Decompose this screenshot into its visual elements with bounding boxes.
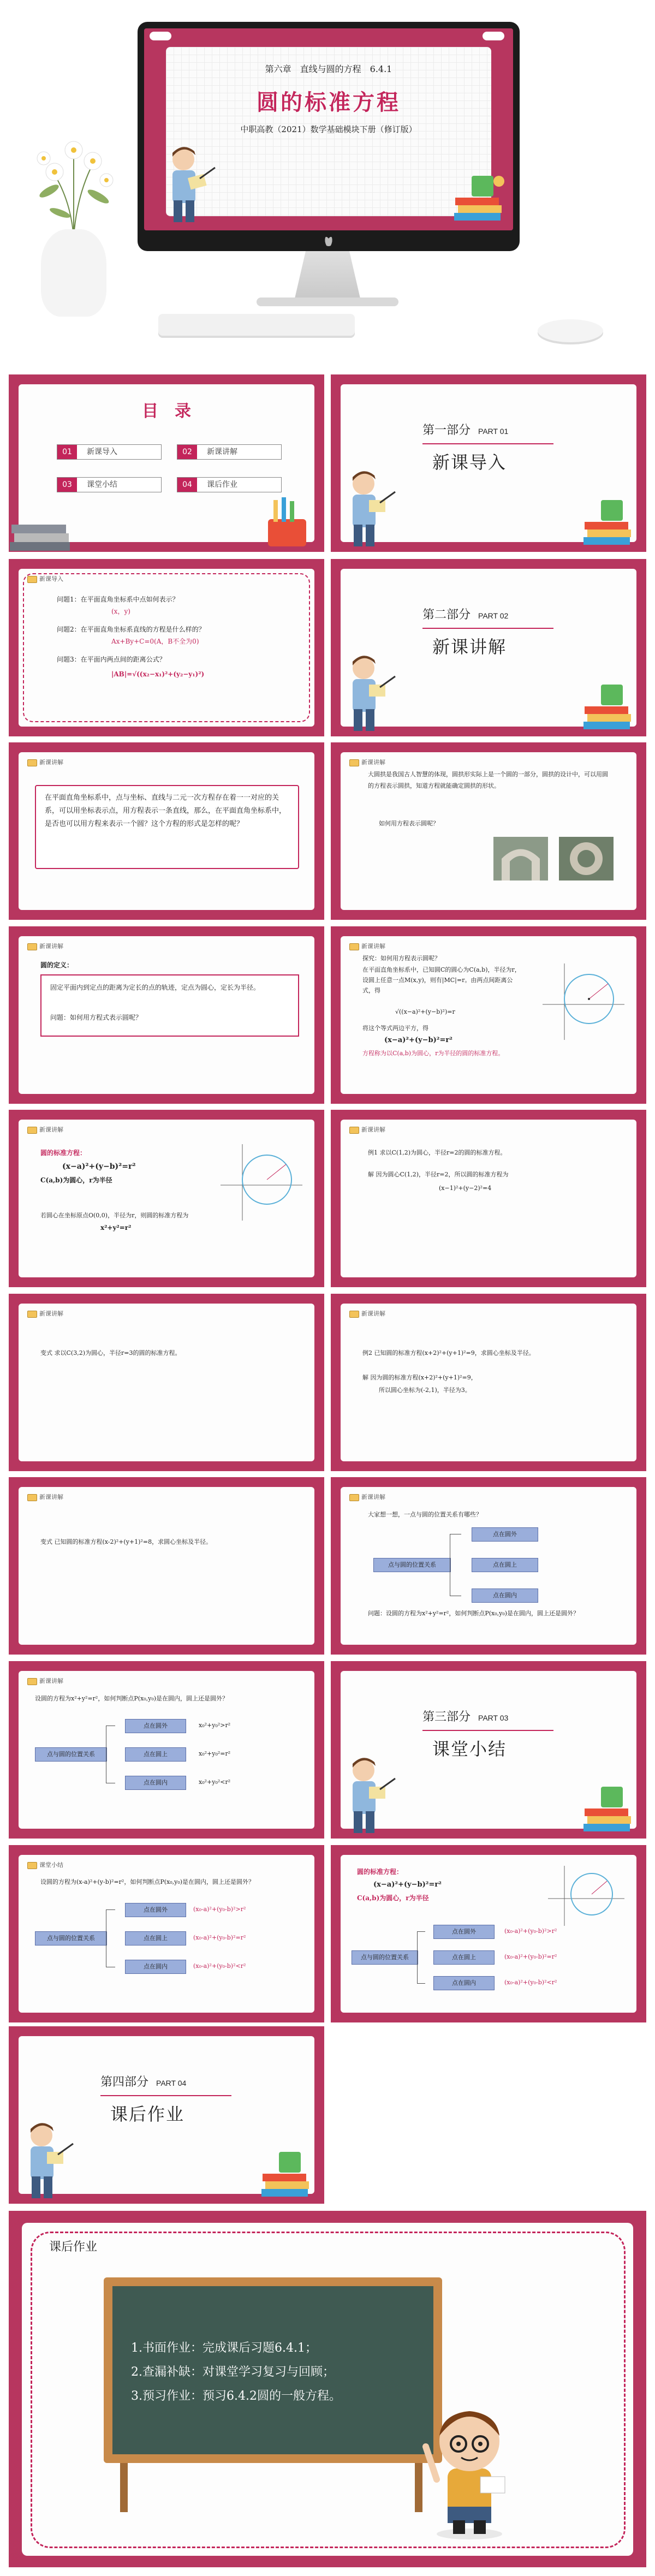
part-03-label bbox=[422, 1709, 508, 1726]
lesson-4-text3: 方程称为以C(a,b)为圆心，r为半径的圆的标准方程。 bbox=[362, 1050, 504, 1057]
part-02-label bbox=[422, 607, 508, 624]
toc-num-1: 01 bbox=[57, 445, 77, 459]
lesson-4-header bbox=[349, 942, 385, 950]
condition-inside: (x₀-a)²+(y₀-b)²<r² bbox=[193, 1962, 246, 1970]
part-02-divider bbox=[422, 628, 553, 629]
slide-lesson-1 bbox=[9, 742, 324, 920]
part-03-en: PART 03 bbox=[478, 1714, 509, 1722]
condition-inside: (x₀-a)²+(y₀-b)²<r² bbox=[504, 1979, 557, 1986]
definition-text: 固定平面内到定点的距离为定长的点的轨迹，定点为圆心，定长为半径。 bbox=[50, 984, 260, 991]
toc-label-3: 课堂小结 bbox=[87, 480, 117, 489]
lesson-3-header bbox=[27, 942, 63, 950]
intro-header bbox=[27, 574, 63, 583]
summary-eq-center: C(a,b)为圆心，r为半径 bbox=[357, 1894, 429, 1902]
option-outside: 点在圆外 bbox=[433, 1925, 495, 1939]
slide-part-03 bbox=[331, 1661, 646, 1839]
part-04-title: 课后作业 bbox=[110, 2104, 185, 2125]
slide-part-02 bbox=[331, 559, 646, 736]
lesson-2-text: 大圆拱是我国古人智慧的体现，圆拱形实际上是一个圆的一部分，圆拱的设计中，可以用圆的方程表示圆拱，知道方程就能确定圆拱的形状。 bbox=[368, 771, 608, 789]
lesson-4-card bbox=[341, 936, 636, 1094]
slide-toc bbox=[9, 374, 324, 552]
book-icon bbox=[27, 943, 37, 950]
part-02-cn: 第二部分 bbox=[422, 608, 471, 622]
mouse bbox=[538, 319, 603, 342]
position-bracket bbox=[106, 1726, 115, 1783]
book-icon bbox=[349, 1494, 359, 1501]
teacher-illustration-icon bbox=[336, 1754, 396, 1836]
condition-outside: x₀²+y₀²>r² bbox=[199, 1722, 231, 1729]
intro-a1: (x，y) bbox=[111, 608, 130, 615]
part-04-en: PART 04 bbox=[156, 2079, 187, 2087]
books-stack-icon bbox=[9, 497, 74, 552]
position-2-card bbox=[19, 1671, 314, 1829]
homework-header-label: 课后作业 bbox=[49, 2240, 98, 2254]
position-label-box: 点与圆的位置关系 bbox=[373, 1558, 451, 1572]
part-04-label bbox=[100, 2074, 186, 2091]
toc-num-2: 02 bbox=[177, 445, 197, 459]
condition-on: (x₀-a)²+(y₀-b)²=r² bbox=[504, 1953, 557, 1960]
part-03-divider bbox=[422, 1730, 553, 1731]
lesson-1-card bbox=[19, 752, 314, 910]
arch-photo-1 bbox=[493, 837, 548, 881]
origin-case-eq: x²+y²=r² bbox=[100, 1224, 132, 1232]
lesson-3-header-label: 新课讲解 bbox=[39, 943, 63, 950]
slide-example-1 bbox=[331, 1110, 646, 1287]
variant-2-card bbox=[19, 1487, 314, 1645]
variant-1-card bbox=[19, 1304, 314, 1461]
lesson-1-header bbox=[27, 758, 63, 766]
lesson-1-header-label: 新课讲解 bbox=[39, 759, 63, 766]
part-03-title: 课堂小结 bbox=[432, 1739, 507, 1759]
lesson-4-eq2: (x−a)²+(y−b)²=r² bbox=[384, 1036, 452, 1044]
book-icon bbox=[349, 943, 359, 950]
part-03-cn: 第三部分 bbox=[422, 1710, 471, 1724]
summary-1-card bbox=[19, 1855, 314, 2013]
book-icon bbox=[27, 759, 37, 766]
part-01-en: PART 01 bbox=[478, 427, 509, 436]
condition-inside: x₀²+y₀²<r² bbox=[199, 1778, 231, 1786]
example-1-answer: 解 因为圆心C(1,2)，半径r=2，所以圆的标准方程为 bbox=[368, 1171, 509, 1178]
slide-summary-2 bbox=[331, 1845, 646, 2022]
example-1-header bbox=[349, 1125, 385, 1134]
toc-label-2: 新课讲解 bbox=[207, 448, 237, 456]
homework-header bbox=[49, 2239, 97, 2256]
circle-diagram bbox=[221, 1144, 302, 1221]
toc-num-4: 04 bbox=[177, 478, 197, 492]
book-icon bbox=[349, 1127, 359, 1134]
monitor-base bbox=[257, 298, 398, 306]
position-bracket bbox=[450, 1534, 461, 1596]
position-label-box: 点与圆的位置关系 bbox=[35, 1931, 107, 1946]
part-01-title: 新课导入 bbox=[432, 452, 507, 473]
circle-diagram bbox=[548, 1866, 624, 1926]
part-01-cn: 第一部分 bbox=[422, 424, 471, 437]
book-icon bbox=[349, 1311, 359, 1318]
slide-summary-1 bbox=[9, 1845, 324, 2022]
summary-2-card bbox=[341, 1855, 636, 2013]
option-on: 点在圆上 bbox=[433, 1950, 495, 1965]
example-1-header-label: 新课讲解 bbox=[361, 1126, 385, 1133]
slide-example-2 bbox=[331, 1294, 646, 1471]
variant-2-header bbox=[27, 1492, 63, 1501]
option-on: 点在圆上 bbox=[472, 1558, 538, 1572]
position-label-box: 点与圆的位置关系 bbox=[352, 1950, 418, 1965]
option-on: 点在圆上 bbox=[125, 1931, 186, 1946]
toc-title: 目 录 bbox=[142, 402, 191, 421]
part-01-divider bbox=[422, 443, 553, 444]
condition-on: (x₀-a)²+(y₀-b)²=r² bbox=[193, 1934, 246, 1941]
part-04-cn: 第四部分 bbox=[100, 2075, 149, 2089]
variant-1-header bbox=[27, 1309, 63, 1318]
chalkboard bbox=[112, 2286, 433, 2454]
cover-slide bbox=[144, 28, 513, 230]
slide-variant-1 bbox=[9, 1294, 324, 1471]
slide-homework bbox=[9, 2211, 646, 2567]
option-outside: 点在圆外 bbox=[125, 1903, 186, 1917]
example-2-answer-2: 所以圆心坐标为(-2,1)，半径为3。 bbox=[379, 1387, 471, 1394]
option-inside: 点在圆内 bbox=[433, 1976, 495, 1990]
option-inside: 点在圆内 bbox=[125, 1776, 186, 1790]
lesson-5-card bbox=[19, 1120, 314, 1277]
part-02-en: PART 02 bbox=[478, 611, 509, 620]
teacher-illustration-icon bbox=[156, 143, 216, 225]
intro-header-label: 新课导入 bbox=[39, 575, 63, 582]
position-1-card bbox=[341, 1487, 636, 1645]
example-1-card bbox=[341, 1120, 636, 1277]
option-on: 点在圆上 bbox=[125, 1747, 186, 1762]
position-2-header-label: 新课讲解 bbox=[39, 1677, 63, 1685]
toc-num-3: 03 bbox=[57, 478, 77, 492]
part-04-divider bbox=[100, 2095, 231, 2096]
monitor bbox=[138, 22, 520, 251]
keyboard bbox=[158, 314, 355, 336]
circle-definition-title: 圆的定义： bbox=[40, 961, 74, 969]
cover-chapter: 第六章 直线与圆的方程 6.4.1 bbox=[265, 64, 392, 74]
summary-eq-title: 圆的标准方程： bbox=[357, 1868, 403, 1876]
toc-label-1: 新课导入 bbox=[87, 448, 117, 456]
position-label-box: 点与圆的位置关系 bbox=[35, 1747, 107, 1762]
intro-card bbox=[19, 569, 314, 727]
stationery-icon bbox=[257, 495, 323, 549]
teacher-illustration-icon bbox=[14, 2119, 74, 2201]
part-01-label bbox=[422, 423, 508, 439]
lesson-4-header-label: 新课讲解 bbox=[361, 943, 385, 950]
summary-1-question: 设圆的方程为(x-a)²+(y-b)²=r²，如何判断点P(x₀,y₀)是在圆内，圆上还是圆外？ bbox=[40, 1878, 255, 1885]
condition-outside: (x₀-a)²+(y₀-b)²>r² bbox=[504, 1927, 557, 1935]
position-1-text: 大家想一想，一点与圆的位置关系有哪些？ bbox=[368, 1511, 482, 1518]
lesson-5-header bbox=[27, 1125, 63, 1134]
definition-question: 问题：如何用方程式表示圆呢？ bbox=[50, 1014, 142, 1021]
lesson-3-card bbox=[19, 936, 314, 1094]
books-icon bbox=[579, 1776, 639, 1836]
lesson-2-header bbox=[349, 758, 385, 766]
position-2-header bbox=[27, 1676, 63, 1685]
slide-position-1 bbox=[331, 1477, 646, 1655]
origin-case-text: 若圆心在坐标原点O(0,0)，半径为r，则圆的标准方程为 bbox=[40, 1212, 189, 1219]
toc-item-2[interactable] bbox=[177, 444, 282, 460]
lesson-2-question: 如何用方程表示圆呢？ bbox=[379, 820, 439, 827]
position-bracket bbox=[417, 1931, 425, 1984]
slide-lesson-2 bbox=[331, 742, 646, 920]
slide-part-04 bbox=[9, 2026, 324, 2204]
variant-1-header-label: 新课讲解 bbox=[39, 1310, 63, 1317]
book-icon bbox=[349, 759, 359, 766]
example-2-header bbox=[349, 1309, 385, 1318]
intro-a2: Ax+By+C=0(A，B不全为0) bbox=[111, 638, 199, 645]
monitor-stand bbox=[284, 251, 371, 300]
position-1-header bbox=[349, 1492, 385, 1501]
slide-position-2 bbox=[9, 1661, 324, 1839]
lesson-4-question: 探究：如何用方程表示圆呢？ bbox=[362, 955, 440, 962]
toc-label-4: 课后作业 bbox=[207, 480, 237, 489]
option-inside: 点在圆内 bbox=[125, 1960, 186, 1974]
books-icon bbox=[257, 2141, 317, 2201]
condition-outside: (x₀-a)²+(y₀-b)²>r² bbox=[193, 1906, 246, 1913]
example-2-card bbox=[341, 1304, 636, 1461]
toc-item-3[interactable] bbox=[57, 477, 162, 492]
example-2-answer: 解 因为圆的标准方程(x+2)²+(y+1)²=9， bbox=[362, 1374, 477, 1381]
lesson-1-box bbox=[35, 785, 299, 869]
chalkboard-frame bbox=[104, 2277, 442, 2463]
lesson-2-header-label: 新课讲解 bbox=[361, 759, 385, 766]
books-icon bbox=[579, 674, 639, 734]
standard-eq: (x−a)²+(y−b)²=r² bbox=[62, 1162, 136, 1171]
slide-part-01 bbox=[331, 374, 646, 552]
condition-on: x₀²+y₀²=r² bbox=[199, 1750, 231, 1757]
standard-eq-center: C(a,b)为圆心，r为半径 bbox=[40, 1176, 112, 1184]
books-icon bbox=[450, 165, 510, 225]
hero-section bbox=[0, 0, 655, 360]
slide-variant-2 bbox=[9, 1477, 324, 1655]
cover-subtitle: 中职高教（2021）数学基础模块下册（修订版） bbox=[240, 124, 417, 134]
position-1-question: 问题：设圆的方程为x²+y²=r²，如何判断点P(x₀,y₀)是在圆内，圆上还是圆外？ bbox=[368, 1610, 580, 1617]
student-character-icon bbox=[415, 2387, 524, 2545]
vase bbox=[41, 229, 106, 317]
option-outside: 点在圆外 bbox=[125, 1719, 186, 1733]
option-outside: 点在圆外 bbox=[472, 1527, 538, 1542]
book-icon bbox=[27, 576, 37, 583]
arch-photo-2 bbox=[559, 837, 614, 881]
book-icon bbox=[27, 1862, 37, 1869]
summary-1-header-label: 课堂小结 bbox=[39, 1861, 63, 1869]
standard-eq-title: 圆的标准方程： bbox=[40, 1149, 87, 1157]
lesson-4-text: 在平面直角坐标系中，已知圆C的圆心为C(a,b)，半径为r，设圆上任意一点M(x,y)，则有|MC|=r。由两点间距离公式，得 bbox=[362, 966, 521, 994]
teacher-illustration-icon bbox=[336, 467, 396, 549]
homework-item-1: 1.书面作业：完成课后习题6.4.1； bbox=[131, 2341, 317, 2355]
variant-2-header-label: 新课讲解 bbox=[39, 1494, 63, 1501]
book-icon bbox=[27, 1678, 37, 1685]
lesson-4-eq1: √((x−a)²+(y−b)²)=r bbox=[395, 1008, 455, 1015]
toc-item-4[interactable] bbox=[177, 477, 282, 492]
circle-diagram bbox=[543, 963, 624, 1040]
book-icon bbox=[27, 1127, 37, 1134]
book-icon bbox=[27, 1494, 37, 1501]
books-icon bbox=[579, 489, 639, 549]
position-1-header-label: 新课讲解 bbox=[361, 1494, 385, 1501]
lesson-1-text: 在平面直角坐标系中，点与坐标、直线与二元一次方程存在着一一对应的关系，可以用坐标表示点，用方程表示一条直线，那么，在平面直角坐标系中，是否也可以用方程来表示一个圆？这个方程的形式是怎样的呢？ bbox=[45, 794, 287, 828]
easel-leg-left bbox=[120, 2463, 128, 2512]
variant-2-text: 变式 已知圆的标准方程(x-2)²+(y+1)²=8，求圆心坐标及半径。 bbox=[40, 1538, 212, 1545]
part-02-title: 新课讲解 bbox=[432, 636, 507, 657]
intro-q2: 问题2：在平面直角坐标系直线的方程是什么样的？ bbox=[57, 626, 205, 633]
summary-1-header bbox=[27, 1860, 63, 1869]
example-2-header-label: 新课讲解 bbox=[361, 1310, 385, 1317]
intro-a3: |AB|=√((x₂−x₁)²+(y₂−y₁)²) bbox=[111, 670, 205, 678]
example-1-eq: (x−1)²+(y−2)²=4 bbox=[439, 1185, 492, 1192]
intro-q1: 问题1：在平面直角坐标系中点如何表示？ bbox=[57, 596, 179, 603]
homework-card bbox=[22, 2223, 633, 2556]
position-2-question: 设圆的方程为x²+y²=r²，如何判断点P(x₀,y₀)是在圆内，圆上还是圆外？ bbox=[35, 1695, 229, 1702]
slide-intro-questions bbox=[9, 559, 324, 736]
lesson-4-text2: 将这个等式两边平方，得 bbox=[362, 1025, 428, 1032]
flower-plant-icon bbox=[22, 126, 126, 240]
lesson-5-header-label: 新课讲解 bbox=[39, 1126, 63, 1133]
option-inside: 点在圆内 bbox=[472, 1589, 538, 1603]
homework-item-2: 2.查漏补缺：对课堂学习复习与回顾； bbox=[131, 2365, 335, 2379]
intro-q3: 问题3：在平面内两点间的距离公式？ bbox=[57, 656, 166, 663]
book-icon bbox=[27, 1311, 37, 1318]
slide-lesson-4 bbox=[331, 926, 646, 1104]
position-bracket bbox=[106, 1909, 115, 1967]
variant-1-text: 变式 求以C(3,2)为圆心，半径r=3的圆的标准方程。 bbox=[40, 1349, 181, 1357]
slide-lesson-5 bbox=[9, 1110, 324, 1287]
toc-item-1[interactable] bbox=[57, 444, 162, 460]
apple-logo-icon bbox=[324, 236, 333, 247]
slide-lesson-3 bbox=[9, 926, 324, 1104]
lesson-2-card bbox=[341, 752, 636, 910]
homework-item-3: 3.预习作业：预习6.4.2圆的一般方程。 bbox=[131, 2389, 341, 2403]
cover-title: 圆的标准方程 bbox=[257, 90, 401, 115]
definition-box bbox=[40, 974, 299, 1037]
teacher-illustration-icon bbox=[336, 652, 396, 734]
example-1-question: 例1 求以C(1,2)为圆心，半径r=2的圆的标准方程。 bbox=[368, 1149, 507, 1156]
example-2-question: 例2 已知圆的标准方程(x+2)²+(y+1)²=9，求圆心坐标及半径。 bbox=[362, 1349, 535, 1357]
summary-eq: (x−a)²+(y−b)²=r² bbox=[373, 1881, 442, 1889]
